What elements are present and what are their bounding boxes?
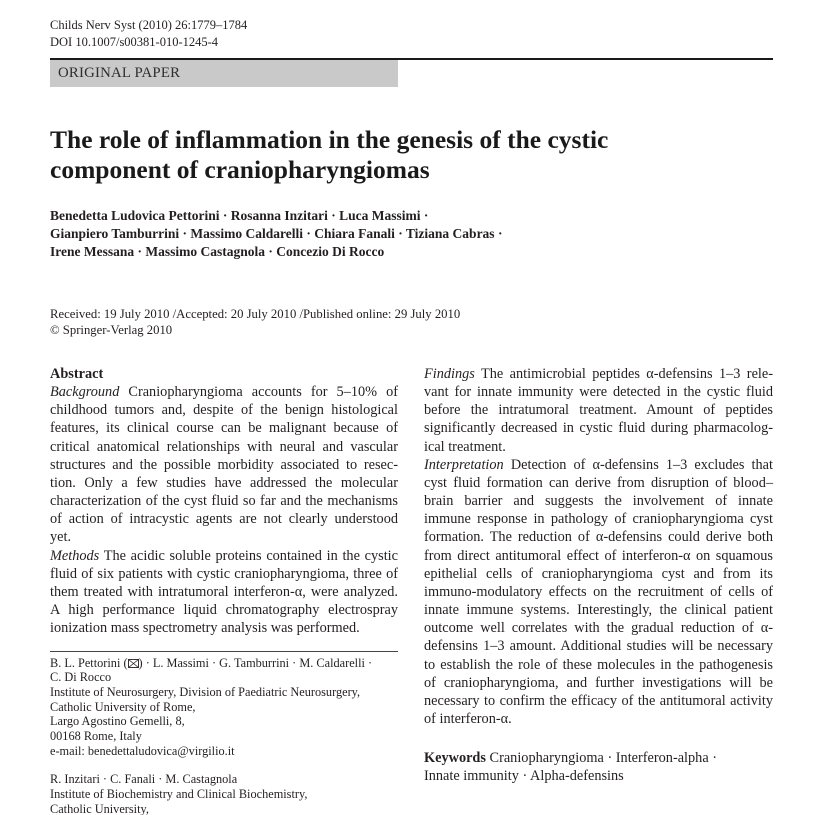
- abstract-line: significantly decreased in cystic fluid during pharmacolog-: [424, 420, 773, 437]
- affiliation-authors-prefix: B. L. Pettorini (: [50, 655, 128, 670]
- abstract-line: vant for innate immunity were detected in the cystic fluid: [424, 384, 773, 401]
- abstract-line: epithelial cells of craniopharyngioma cyst and from its: [424, 565, 773, 582]
- author-line: Irene Messana · Massimo Castagnola · Concezio Di Rocco: [50, 244, 385, 259]
- envelope-icon: [128, 659, 139, 668]
- abstract-line: necessary to confirm the efficacy of the antitumoral activity: [424, 692, 773, 709]
- section-label-background: Background: [50, 384, 120, 401]
- journal-citation: Childs Nerv Syst (2010) 26:1779–1784: [50, 17, 248, 32]
- abstract-line: of craniopharyngioma, and further investigations will be: [424, 674, 773, 691]
- affiliation-email: e-mail: benedettaludovica@virgilio.it: [50, 743, 235, 758]
- doi: DOI 10.1007/s00381-010-1245-4: [50, 34, 219, 49]
- article-type-band: ORIGINAL PAPER: [50, 60, 398, 87]
- abstract-line: defensins 1–3 amount. Additional studies will be necessary: [424, 638, 773, 655]
- abstract-line: cyst fluid formation can derive from disruption of blood–: [424, 474, 773, 491]
- affiliation-line: 00168 Rome, Italy: [50, 729, 142, 744]
- abstract-line: innate immune systems. Interestingly, the clinical patient: [424, 602, 773, 619]
- title-line: The role of inflammation in the genesis of the cystic: [50, 125, 609, 154]
- abstract-line: immune response in pathology of craniopharyngioma cyst: [424, 511, 773, 528]
- keywords-line: [424, 749, 773, 767]
- abstract-right-column: [424, 365, 773, 728]
- author-line: Benedetta Ludovica Pettorini · Rosanna Inzitari · Luca Massimi ·: [50, 208, 429, 223]
- publication-history: [50, 306, 460, 338]
- keywords-label: Keywords: [424, 750, 486, 766]
- copyright: © Springer-Verlag 2010: [50, 323, 173, 337]
- affiliation-authors-suffix: ) · L. Massimi · G. Tamburrini · M. Caldarelli ·: [138, 655, 373, 670]
- abstract-heading: Abstract: [50, 366, 104, 382]
- abstract-line: to establish the role of these molecules in the pathogenesis: [424, 656, 773, 673]
- abstract-line: tion. Only a few studies have addressed the molecular: [50, 474, 398, 491]
- abstract-line: immuno-modulatory effects on the recruitment of cells of: [424, 583, 773, 600]
- affiliation-authors: [50, 656, 398, 671]
- title-line: component of craniopharyngiomas: [50, 155, 430, 184]
- abstract-line: features, its clinical course can be malignant because of: [50, 420, 398, 437]
- abstract-line-text: Detection of α-defensins 1–3 excludes that: [510, 456, 774, 473]
- section-label-methods: Methods: [50, 547, 100, 564]
- abstract-line: A high performance liquid chromatography electrospray: [50, 602, 398, 619]
- abstract-line: brain barrier and suggests the involvement of innate: [424, 493, 773, 510]
- abstract-line: [50, 383, 398, 401]
- abstract-line: from direct antitumoral effect of interferon-α on squamous: [424, 547, 773, 564]
- affiliation-authors: R. Inzitari · C. Fanali · M. Castagnola: [50, 771, 238, 786]
- abstract-line: them treated with intratumoral interferon-α, were analyzed.: [50, 583, 398, 600]
- abstract-line: outcome well correlates with the gradual reduction of α-: [424, 620, 773, 637]
- abstract-line: fluid of six patients with cystic craniopharyngioma, three of: [50, 565, 398, 582]
- abstract-line: formation. The reduction of α-defensins could derive both: [424, 529, 773, 546]
- affiliation-line: Catholic University,: [50, 801, 149, 815]
- affiliation-block: [50, 772, 398, 815]
- affiliation-line: C. Di Rocco: [50, 670, 112, 685]
- abstract-line: [424, 365, 773, 383]
- affiliation-line: Largo Agostino Gemelli, 8,: [50, 714, 185, 729]
- abstract-line: [424, 456, 773, 474]
- abstract-line: ical treatment.: [424, 438, 506, 455]
- author-line: Gianpiero Tamburrini · Massimo Caldarelli · Chiara Fanali · Tiziana Cabras ·: [50, 226, 503, 241]
- section-label-findings: Findings: [424, 366, 475, 382]
- abstract-line-text: The antimicrobial peptides α-defensins 1–3 rele-: [481, 366, 773, 382]
- abstract-line: before the intratumoral treatment. Amount of peptides: [424, 402, 773, 419]
- abstract-line: structures and the possible morbidity associated to resec-: [50, 456, 398, 473]
- abstract-line: critical anatomical relationships with neural and vascular: [50, 438, 398, 455]
- keywords: [424, 749, 773, 785]
- abstract-line-text: Craniopharyngioma accounts for 5–10% of: [128, 384, 399, 401]
- footnote-rule: [50, 651, 398, 652]
- affiliation-block: [50, 656, 398, 759]
- abstract-line: ionization mass spectrometry analysis was performed.: [50, 620, 360, 637]
- abstract-left-column: [50, 365, 398, 637]
- publication-dates: Received: 19 July 2010 /Accepted: 20 July 2010 /Published online: 29 July 2010: [50, 307, 461, 321]
- affiliation-line: Institute of Biochemistry and Clinical Biochemistry,: [50, 786, 308, 801]
- abstract-line: [50, 547, 398, 565]
- abstract-line: of interferon-α.: [424, 710, 512, 727]
- paper-title: [50, 125, 608, 185]
- keywords-line: Innate immunity · Alpha-defensins: [424, 768, 624, 784]
- keywords-text: Craniopharyngioma · Interferon-alpha ·: [489, 750, 717, 766]
- journal-header: [50, 17, 247, 51]
- abstract-line: of action of intracystic agents are not clearly understood: [50, 511, 398, 528]
- affiliation-line: Institute of Neurosurgery, Division of Paediatric Neurosurgery,: [50, 684, 361, 699]
- abstract-line: characterization of the cyst fluid so far and the mechanisms: [50, 493, 398, 510]
- abstract-line-text: The acidic soluble proteins contained in the cystic: [103, 547, 398, 564]
- affiliation-line: Catholic University of Rome,: [50, 699, 196, 714]
- abstract-line: yet.: [50, 529, 72, 546]
- abstract-line: childhood tumors and, despite of the benign histological: [50, 402, 398, 419]
- section-label-interpretation: Interpretation: [424, 456, 504, 473]
- author-list: [50, 207, 502, 261]
